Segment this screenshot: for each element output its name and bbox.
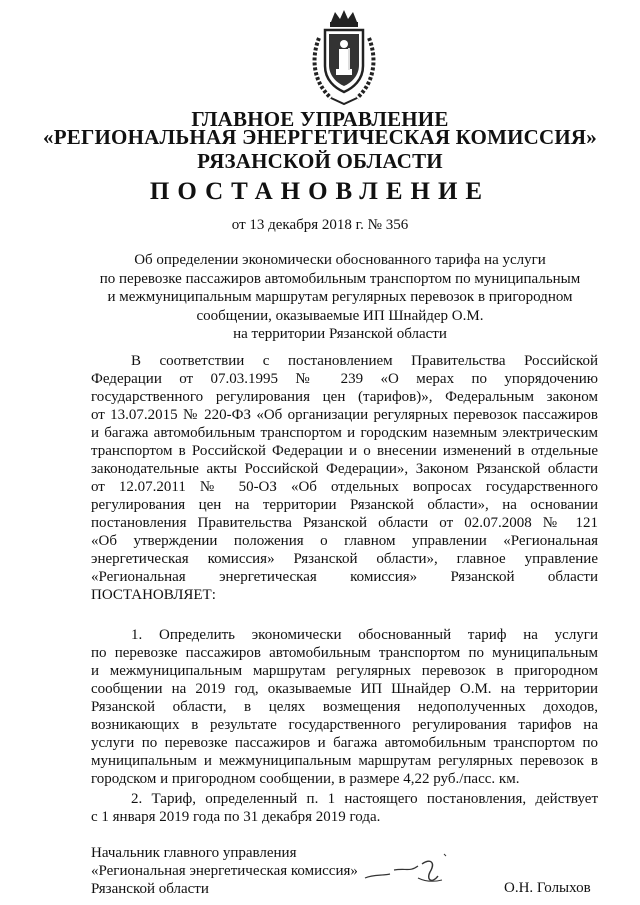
signer-position-line-2: «Региональная энергетическая комиссия»	[91, 863, 358, 879]
subject-line: сообщении, оказываемые ИП Шнайдер О.М.	[196, 307, 484, 324]
subject-line: на территории Рязанской области	[233, 326, 447, 342]
subject-line: Об определении экономически обоснованного тарифа на услуги	[134, 252, 546, 268]
subject-line: по перевозке пассажиров автомобильным транспортом по муниципальным	[99, 270, 581, 287]
preamble-line: от 13.07.2015 № 220-ФЗ «Об организации регулярных перевозок пассажиров	[91, 407, 598, 423]
item-1-line: 1. Определить экономически обоснованный тариф на услуги	[131, 627, 598, 643]
document-date-number: от 13 декабря 2018 г. № 356	[231, 217, 409, 233]
preamble-line: энергетическая комиссия» Рязанской области», главное управление	[91, 551, 598, 567]
item-1-line: возникающих в результате государственного регулирования тарифов на	[91, 717, 598, 733]
preamble-line: и багажа автомобильным транспортом и городским наземным электрическим	[91, 425, 598, 441]
org-name-line-1: ГЛАВНОЕ УПРАВЛЕНИЕ	[191, 107, 449, 131]
handwritten-signature-icon	[360, 852, 450, 892]
signer-name: О.Н. Голыхов	[504, 880, 591, 896]
preamble-line: Федерации от 07.03.1995 № 239 «О мерах по упорядочению	[91, 371, 598, 387]
preamble-line: законодательные акты Российской Федерации», Законом Рязанской области	[91, 461, 598, 477]
item-1-line: по перевозке пассажиров автомобильным транспортом по муниципальным	[91, 645, 598, 661]
item-2-line: 2. Тариф, определенный п. 1 настоящего постановления, действует	[131, 791, 598, 807]
coat-of-arms-icon	[305, 8, 383, 106]
document-title: ПОСТАНОВЛЕНИЕ	[149, 178, 491, 205]
item-1-line: сообщении на 2019 год, оказываемые ИП Шнайдер О.М. на территории	[91, 681, 598, 697]
preamble-line: В соответствии с постановлением Правительства Российской	[131, 353, 598, 369]
item-1-line: услуги по перевозке пассажиров и багажа автомобильным транспортом по	[91, 735, 598, 751]
preamble-line: «Региональная энергетическая комиссия» Рязанской области	[91, 569, 598, 585]
org-name-line-3: РЯЗАНСКОЙ ОБЛАСТИ	[197, 149, 443, 173]
preamble-line: государственного регулирования цен (тарифов)», Федеральным законом	[91, 389, 598, 405]
signer-position-line-1: Начальник главного управления	[91, 845, 297, 861]
document-subject	[80, 251, 600, 344]
preamble-line: постановления Правительства Рязанской области от 02.07.2008 № 121	[91, 515, 598, 531]
preamble-line: «Об утверждении положения о главном управлении «Региональная	[91, 533, 598, 549]
preamble-line: транспортом в Российской Федерации и о внесении изменений в отдельные	[91, 443, 598, 459]
item-1-line: Рязанской области, в целях возмещения недополученных доходов,	[91, 699, 598, 715]
item-1-line: и межмуниципальным маршрутам регулярных перевозок в пригородном	[91, 663, 598, 679]
resolution-word: ПОСТАНОВЛЯЕТ:	[91, 587, 216, 603]
signer-position-line-3: Рязанской области	[91, 881, 209, 897]
preamble-line: регулирования цен на территории Рязанской области», на основании	[91, 497, 598, 513]
org-name-line-2: «РЕГИОНАЛЬНАЯ ЭНЕРГЕТИЧЕСКАЯ КОМИССИЯ»	[43, 125, 597, 149]
subject-line: и межмуниципальным маршрутам регулярных перевозок в пригородном	[107, 289, 573, 305]
item-1-line: городском и пригородном сообщении, в размере 4,22 руб./пасс. км.	[91, 771, 520, 787]
item-2-line: с 1 января 2019 года по 31 декабря 2019 года.	[91, 809, 381, 825]
item-1-line: муниципальным и межмуниципальным маршрутам регулярных перевозок в	[91, 753, 598, 769]
preamble-line: от 12.07.2011 № 50-ОЗ «Об отдельных вопросах государственного	[91, 479, 598, 495]
